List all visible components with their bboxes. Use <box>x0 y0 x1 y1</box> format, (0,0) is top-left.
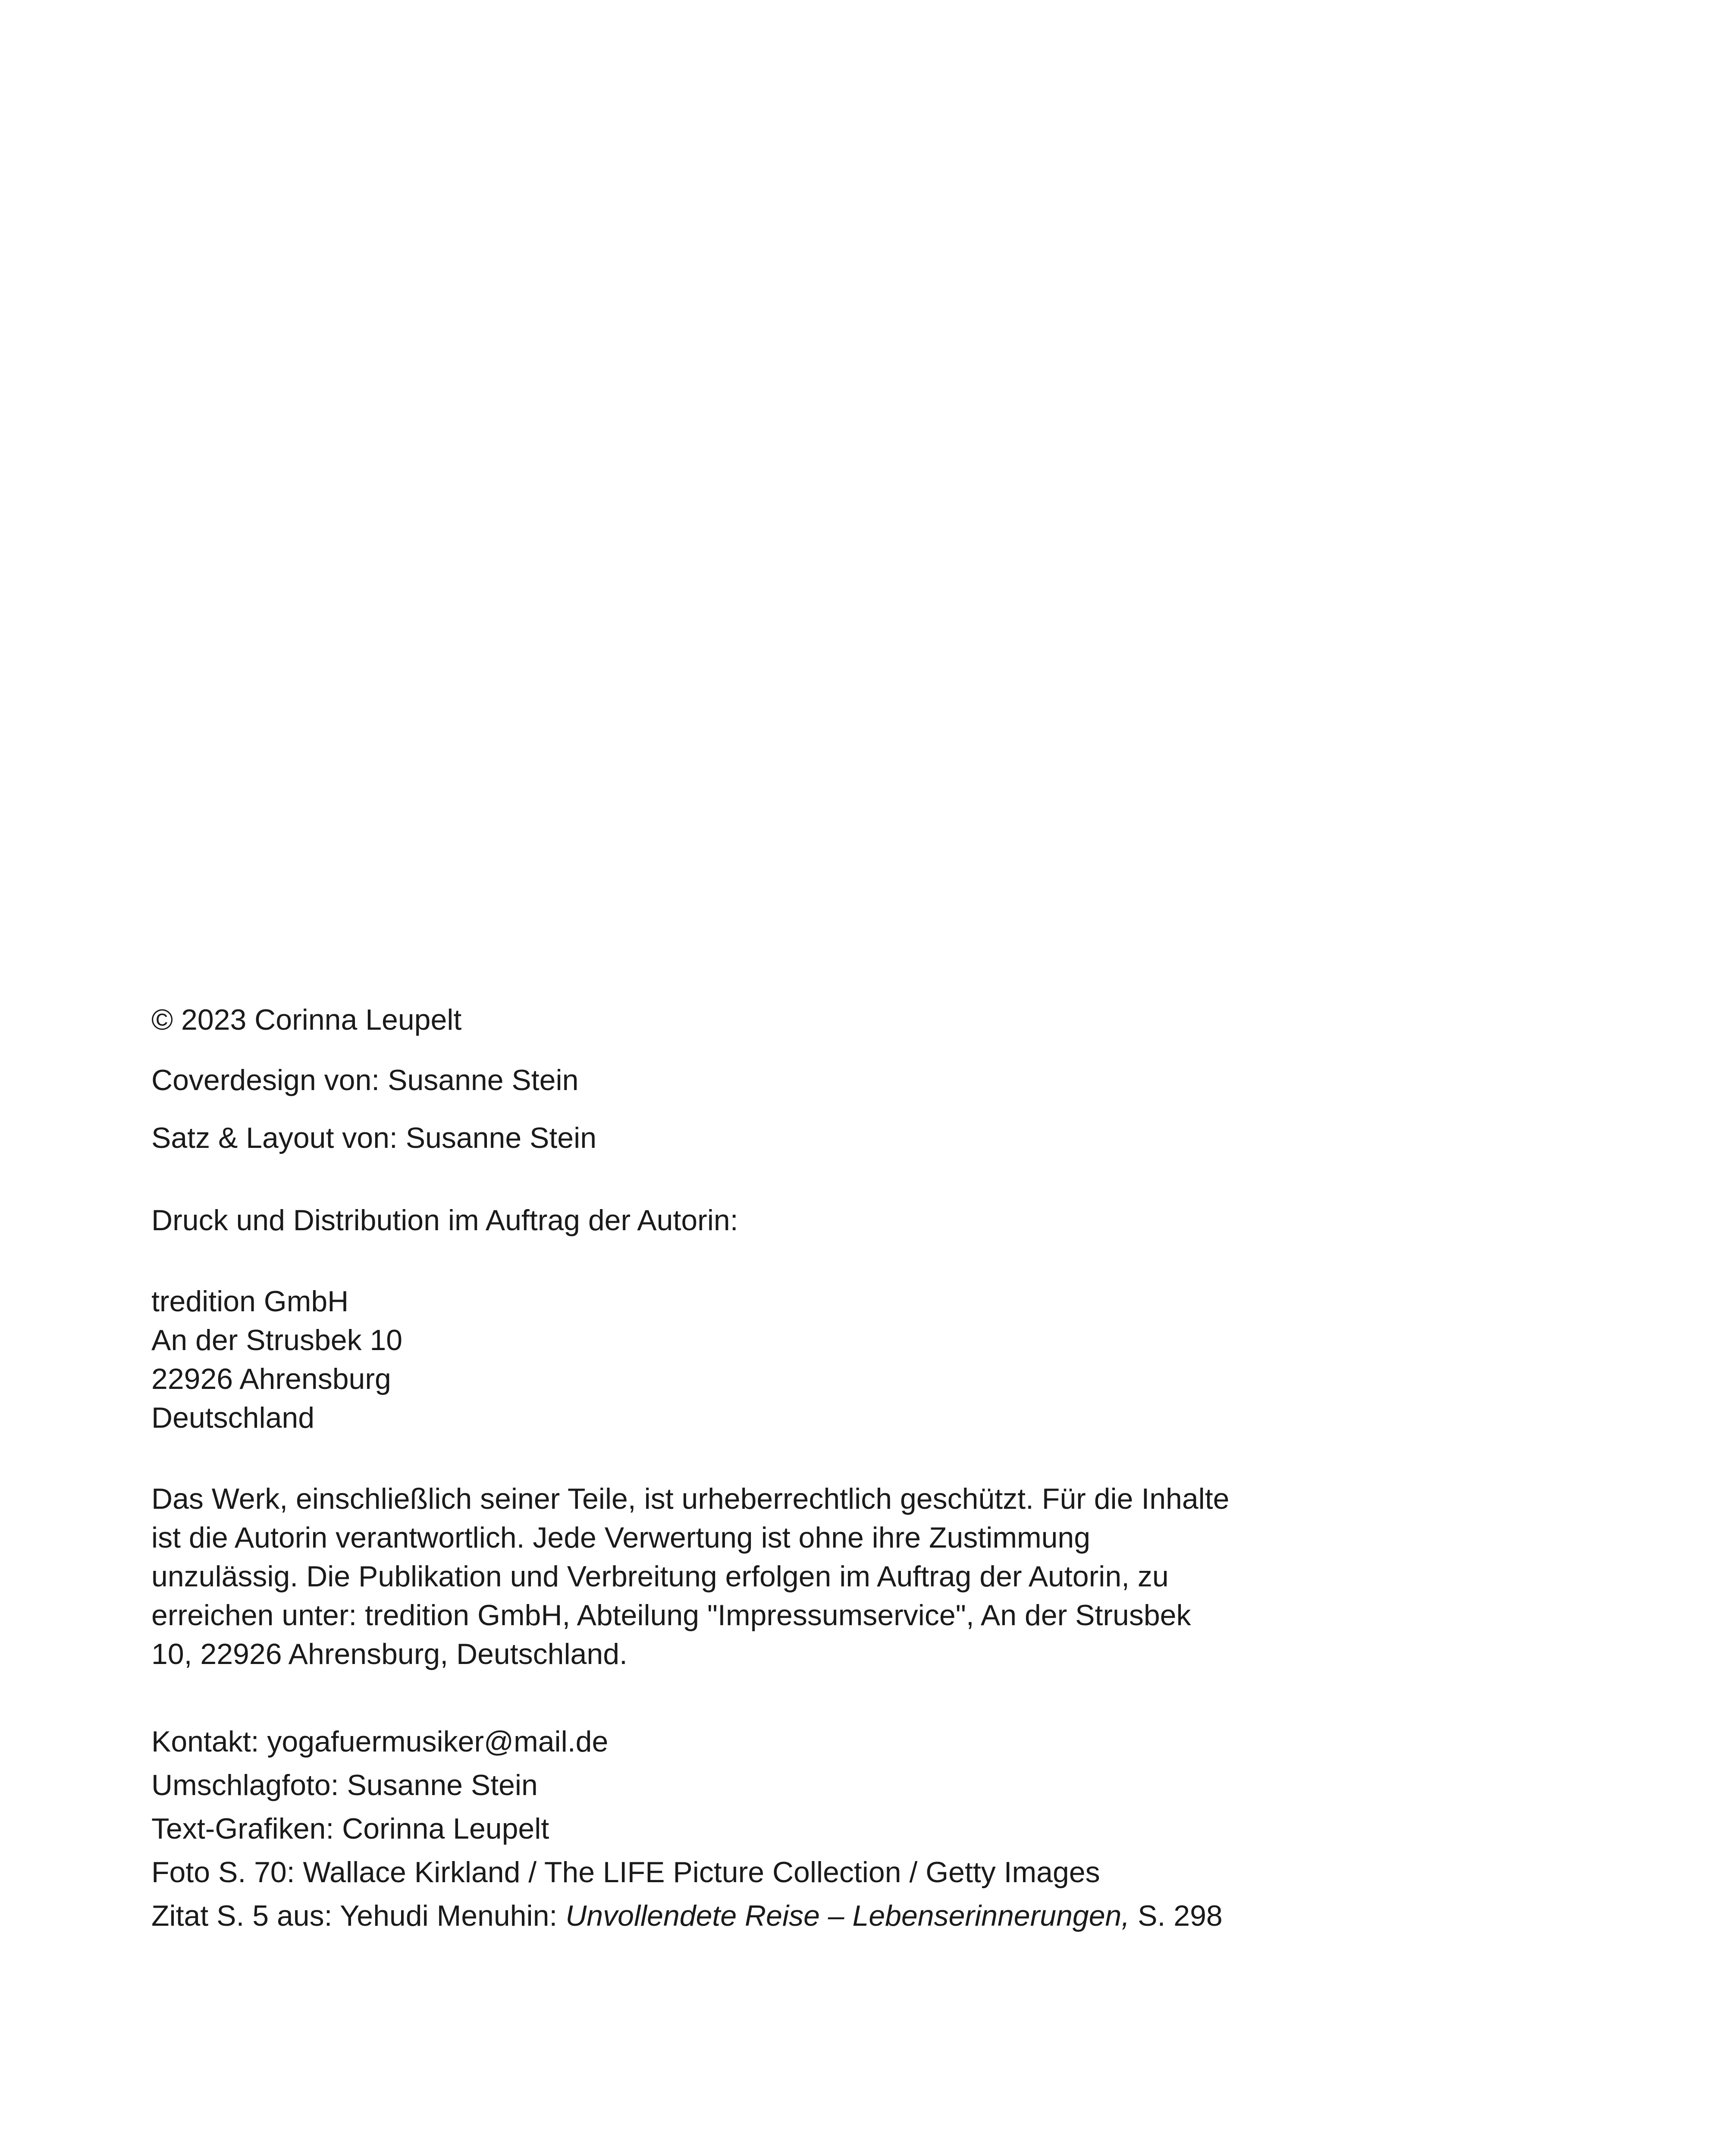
text-grafiken-line: Text-Grafiken: Corinna Leupelt <box>151 1812 549 1845</box>
address-line: An der Strusbek 10 <box>151 1324 403 1357</box>
zitat-line <box>151 1894 1273 1938</box>
umschlagfoto-line: Umschlagfoto: Susanne Stein <box>151 1769 538 1802</box>
copyright-line: © 2023 Corinna Leupelt <box>151 1003 462 1036</box>
zitat-book-title: Unvollendete Reise – Lebenserinnerungen, <box>565 1899 1130 1932</box>
legal-paragraph <box>151 1479 1273 1673</box>
zitat-suffix: S. 298 <box>1130 1899 1223 1932</box>
legal-line: unzulässig. Die Publikation und Verbreitung erfolgen im Auftrag der Autorin, zu <box>151 1560 1169 1593</box>
legal-line: Das Werk, einschließlich seiner Teile, ist urheberrechtlich geschützt. Für die Inhalte <box>151 1482 1230 1515</box>
legal-line: erreichen unter: tredition GmbH, Abteilung "Impressumservice", An der Strusbek <box>151 1599 1191 1632</box>
satz-layout-line: Satz & Layout von: Susanne Stein <box>151 1122 597 1154</box>
credits-block <box>151 1720 1273 1938</box>
foto-credit-line: Foto S. 70: Wallace Kirkland / The LIFE Picture Collection / Getty Images <box>151 1856 1100 1889</box>
address-line: tredition GmbH <box>151 1285 349 1318</box>
legal-line: 10, 22926 Ahrensburg, Deutschland. <box>151 1638 628 1670</box>
publisher-address <box>151 1282 1273 1437</box>
coverdesign-line: Coverdesign von: Susanne Stein <box>151 1064 579 1097</box>
zitat-prefix: Zitat S. 5 aus: Yehudi Menuhin: <box>151 1899 566 1932</box>
address-line: Deutschland <box>151 1401 315 1434</box>
address-line: 22926 Ahrensburg <box>151 1363 391 1395</box>
druck-heading: Druck und Distribution im Auftrag der Autorin: <box>151 1204 738 1237</box>
kontakt-line: Kontakt: yogafuermusiker@mail.de <box>151 1725 609 1758</box>
imprint-block <box>151 998 1273 1938</box>
legal-line: ist die Autorin verantwortlich. Jede Verwertung ist ohne ihre Zustimmung <box>151 1521 1091 1554</box>
